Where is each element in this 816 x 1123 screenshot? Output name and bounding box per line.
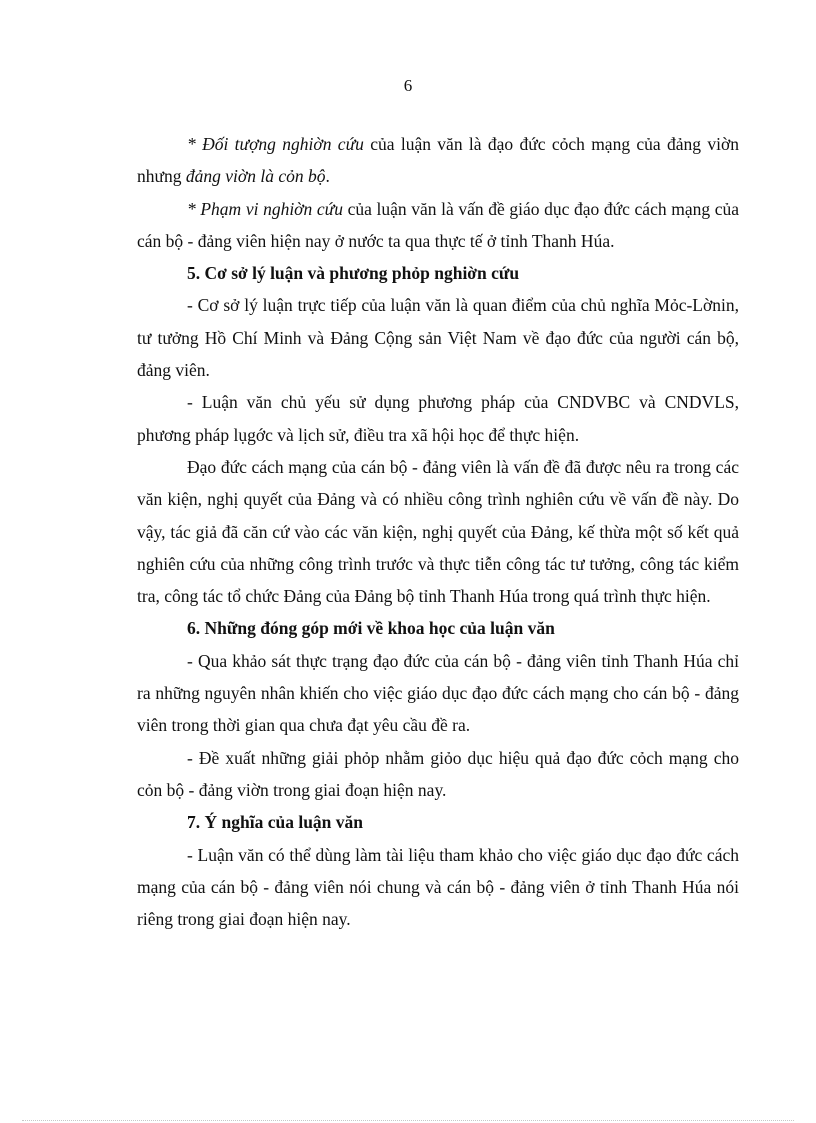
research-object-text: của luận văn là đạo đức cỏch mạng của đảng viờn nhưng — [137, 134, 740, 187]
section-heading-7: 7. Ý nghĩa của luận văn — [187, 812, 364, 833]
paragraph-research-scope — [137, 193, 739, 258]
research-object-italic-tail: đảng viờn là cỏn bộ — [185, 166, 326, 187]
research-scope-label: * Phạm vi nghiờn cứu — [187, 198, 343, 219]
research-object-end: . — [325, 166, 330, 187]
paragraph-significance: - Luận văn có thể dùng làm tài liệu tham khảo cho việc giáo dục đạo đức cách mạng của cán bộ - đảng viên nói chung và cán bộ - đảng viên ở tỉnh Thanh Húa nói riêng trong giai đoạn hiện nay. — [137, 844, 739, 930]
section-heading-5: 5. Cơ sở lý luận và phương phỏp nghiờn cứu — [187, 263, 520, 284]
paragraph-contribution-2: - Đề xuất những giải phỏp nhằm giỏo dục hiệu quả đạo đức cỏch mạng cho cỏn bộ - đảng viờn trong giai đoạn hiện nay. — [137, 747, 739, 800]
paragraph-contribution-1: - Qua khảo sát thực trạng đạo đức của cán bộ - đảng viên tỉnh Thanh Húa chỉ ra những nguyên nhân khiến cho việc giáo dục đạo đức cách mạng cho cán bộ - đảng viên trong thời gian qua chưa đạt yêu cầu đề ra. — [137, 650, 739, 736]
research-object-label: * Đối tượng nghiờn cứu — [187, 134, 364, 154]
paragraph-methods: - Luận văn chủ yếu sử dụng phương pháp của CNDVBC và CNDVLS, phương pháp lụgớc và lịch sử, điều tra xã hội học để thực hiện. — [137, 392, 739, 445]
document-body — [137, 128, 739, 935]
research-scope-text: của luận văn là vấn đề giáo dục đạo đức cách mạng của cán bộ - đảng viên hiện nay ở nước ta qua thực tế ở tỉnh Thanh Húa. — [137, 198, 739, 251]
section-heading-6: 6. Những đóng góp mới về khoa học của luận văn — [187, 618, 555, 639]
paragraph-theoretical-basis: - Cơ sở lý luận trực tiếp của luận văn là quan điểm của chủ nghĩa Mỏc-Lờnin, tư tưởng Hồ Chí Minh và Đảng Cộng sản Việt Nam về đạo đức của người cán bộ, đảng viên. — [137, 295, 739, 381]
paragraph-sources: Đạo đức cách mạng của cán bộ - đảng viên là vấn đề đã được nêu ra trong các văn kiện, nghị quyết của Đảng và có nhiều công trình nghiên cứu về vấn đề này. Do vậy, tác giả đã căn cứ vào các văn kiện, nghị quyết của Đảng, kế thừa một số kết quả nghiên cứu của những công trình trước và thực tiễn công tác tư tưởng, công tác kiểm tra, công tác tổ chức Đảng của Đảng bộ tỉnh Thanh Húa trong quá trình thực hiện. — [137, 456, 739, 607]
page-number: 6 — [403, 76, 413, 95]
page-bottom-divider — [22, 1120, 794, 1121]
paragraph-research-object — [137, 128, 739, 193]
